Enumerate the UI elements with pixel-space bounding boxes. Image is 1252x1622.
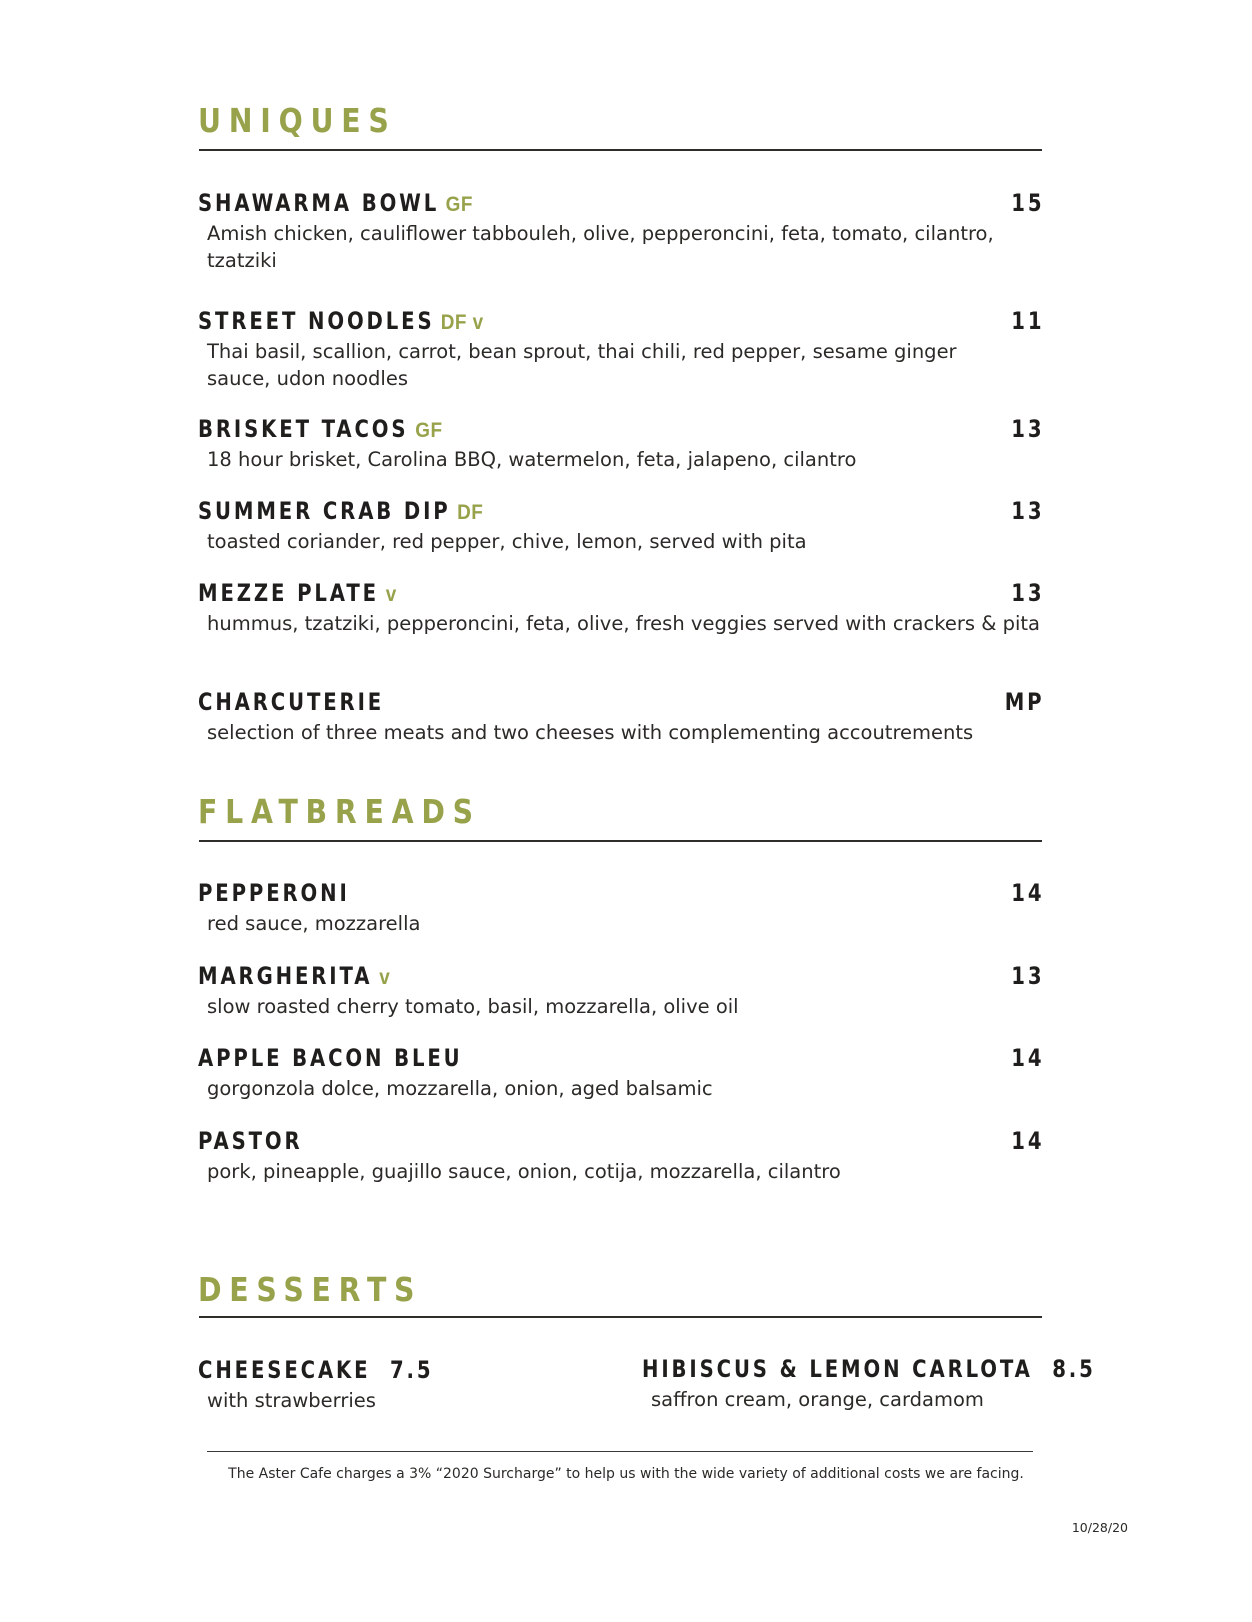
item-name: PEPPERONI: [198, 879, 350, 907]
item-name: MEZZE PLATE: [198, 579, 379, 607]
item-price: 14: [1010, 1044, 1044, 1072]
menu-item-summer-crab-dip: [198, 494, 1044, 555]
item-description: with strawberries: [207, 1389, 376, 1412]
section-title-flatbreads: FLATBREADS: [198, 792, 481, 831]
item-price: 13: [1010, 579, 1044, 607]
item-price: 7.5: [389, 1356, 434, 1384]
item-price: 14: [1010, 879, 1044, 907]
item-description: hummus, tzatziki, pepperoncini, feta, olive, fresh veggies served with crackers & pita: [207, 612, 1040, 635]
item-name: SHAWARMA BOWL: [198, 189, 440, 217]
section-divider: [199, 149, 1042, 151]
item-name: CHEESECAKE: [198, 1356, 371, 1384]
item-name: HIBISCUS & LEMON CARLOTA: [642, 1355, 1033, 1383]
menu-item-pepperoni: [198, 876, 1044, 937]
item-description: Amish chicken, cauliflower tabbouleh, olive, pepperoncini, feta, tomato, cilantro, tzatziki: [207, 222, 994, 272]
item-name: MARGHERITA: [198, 962, 373, 990]
surcharge-note: The Aster Cafe charges a 3% “2020 Surcharge” to help us with the wide variety of additional costs we are facing.: [228, 1466, 1024, 1482]
item-price: 8.5: [1052, 1355, 1096, 1383]
menu-item-street-noodles: [198, 304, 1044, 392]
menu-item-pastor: [198, 1124, 1044, 1185]
section-divider: [199, 1316, 1042, 1318]
menu-item-apple-bacon-bleu: [198, 1041, 1044, 1102]
item-price: 15: [1010, 189, 1044, 217]
item-name: APPLE BACON BLEU: [198, 1044, 463, 1072]
menu-item-charcuterie: [198, 685, 1044, 746]
item-description: slow roasted cherry tomato, basil, mozzarella, olive oil: [207, 995, 739, 1018]
item-name: CHARCUTERIE: [198, 688, 385, 716]
menu-item-mezze-plate: [198, 576, 1044, 637]
item-description: saffron cream, orange, cardamom: [651, 1388, 984, 1411]
section-title-uniques: UNIQUES: [198, 101, 397, 140]
item-price: 13: [1010, 497, 1044, 525]
dessert-item-hibiscus-lemon-carlota: [642, 1352, 1096, 1413]
dietary-tag: v: [378, 966, 390, 989]
menu-item-brisket-tacos: [198, 412, 1044, 473]
dietary-tag: v: [385, 583, 397, 606]
menu-item-shawarma-bowl: [198, 186, 1044, 274]
dietary-tag: DF v: [441, 311, 484, 334]
dietary-tag: GF: [414, 419, 443, 442]
item-price: 13: [1010, 962, 1044, 990]
dessert-item-cheesecake: [198, 1353, 598, 1414]
section-title-desserts: DESSERTS: [198, 1270, 423, 1309]
item-description: gorgonzola dolce, mozzarella, onion, aged balsamic: [207, 1077, 713, 1100]
item-description: red sauce, mozzarella: [207, 912, 421, 935]
dietary-tag: GF: [445, 193, 473, 216]
item-description: 18 hour brisket, Carolina BBQ, watermelon, feta, jalapeno, cilantro: [207, 448, 857, 471]
menu-item-margherita: [198, 959, 1044, 1020]
item-description: pork, pineapple, guajillo sauce, onion, cotija, mozzarella, cilantro: [207, 1160, 841, 1183]
item-name: PASTOR: [198, 1127, 303, 1155]
footer-divider: [207, 1451, 1033, 1452]
item-price: MP: [1004, 688, 1044, 716]
dietary-tag: DF: [457, 501, 484, 524]
item-name: STREET NOODLES: [198, 307, 435, 335]
item-description: selection of three meats and two cheeses with complementing accoutrements: [207, 721, 974, 744]
item-description: Thai basil, scallion, carrot, bean sprout, thai chili, red pepper, sesame ginger sauce, udon noodles: [207, 340, 957, 390]
item-price: 14: [1010, 1127, 1044, 1155]
section-divider: [199, 840, 1042, 842]
item-name: SUMMER CRAB DIP: [198, 497, 451, 525]
menu-date: 10/28/20: [1071, 1520, 1128, 1535]
item-name: BRISKET TACOS: [198, 415, 409, 443]
item-price: 11: [1010, 307, 1044, 335]
item-price: 13: [1010, 415, 1044, 443]
item-description: toasted coriander, red pepper, chive, lemon, served with pita: [207, 530, 807, 553]
